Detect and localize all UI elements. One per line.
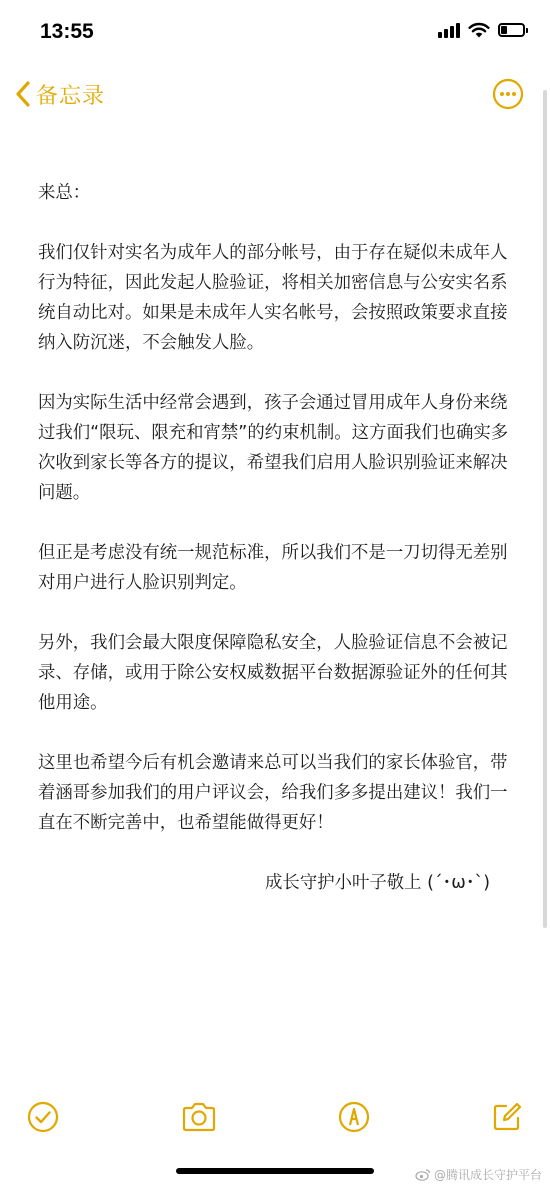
home-indicator[interactable] [176, 1168, 374, 1174]
wifi-icon [468, 22, 490, 38]
scroll-indicator[interactable] [543, 90, 547, 928]
note-body[interactable] [38, 178, 514, 898]
battery-level [501, 26, 507, 34]
watermark-text: @腾讯成长守护平台 [433, 1168, 542, 1182]
note-paragraph: 我们仅针对实名为成年人的部分帐号，由于存在疑似未成年人行为特征，因此发起人脸验证，将相关加密信息与公安实名系统自动比对。如果是未成年人实名帐号，会按照政策要求直接纳入防沉迷，不会触发人脸。 [38, 243, 508, 353]
weibo-logo-icon [415, 1168, 431, 1181]
back-label: 备忘录 [36, 83, 106, 109]
checklist-icon [26, 1100, 60, 1134]
note-paragraph: 因为实际生活中经常会遇到，孩子会通过冒用成年人身份来绕过我们“限玩、限充和宵禁”的约束机制。这方面我们也确实多次收到家长等各方的提议，希望我们启用人脸识别验证来解决问题。 [38, 393, 509, 503]
markup-button[interactable] [337, 1100, 371, 1134]
note-salutation: 来总： [38, 183, 91, 203]
battery-icon [498, 23, 528, 37]
bottom-toolbar [0, 1094, 550, 1140]
more-button[interactable] [492, 78, 524, 110]
more-ellipsis-icon [492, 78, 524, 110]
status-bar [0, 0, 550, 62]
note-paragraph: 这里也希望今后有机会邀请来总可以当我们的家长体验官，带着涵哥参加我们的用户评议会，给我们多多提出建议！我们一直在不断完善中，也希望能做得更好！ [38, 753, 508, 833]
markup-pen-icon [337, 1100, 371, 1134]
camera-icon [180, 1100, 218, 1134]
watermark [415, 1166, 542, 1183]
back-button[interactable] [14, 74, 105, 114]
note-signature: 成长守护小叶子敬上 (´･ω･`) [265, 873, 490, 893]
compose-icon [490, 1100, 524, 1134]
chevron-left-icon [14, 80, 32, 108]
camera-button[interactable] [180, 1100, 218, 1134]
checklist-button[interactable] [26, 1100, 60, 1134]
compose-button[interactable] [490, 1100, 524, 1134]
status-time: 13:55 [40, 20, 94, 43]
note-paragraph: 但正是考虑没有统一规范标准，所以我们不是一刀切得无差别对用户进行人脸识别判定。 [38, 543, 508, 593]
nav-bar [0, 66, 550, 122]
status-icons [438, 22, 528, 38]
note-paragraph: 另外，我们会最大限度保障隐私安全，人脸验证信息不会被记录、存储，或用于除公安权威数据平台数据源验证外的任何其他用途。 [38, 633, 508, 713]
cellular-signal-icon [438, 22, 460, 38]
